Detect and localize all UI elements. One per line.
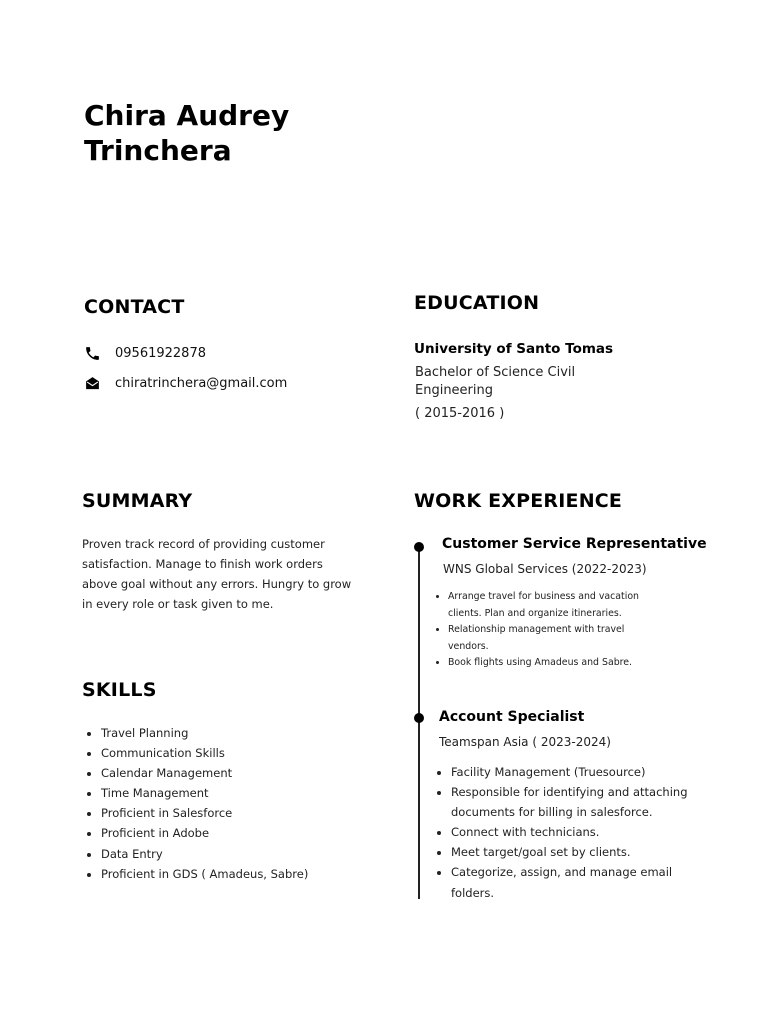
- phone-icon: [84, 345, 101, 362]
- job-bullet: • Relationship management with travel vendors.: [448, 622, 658, 655]
- summary-text: Proven track record of providing customer satisfaction. Manage to finish work orders above goal without any errors. Hungry to grow in every role or task given to me.: [82, 537, 352, 611]
- skill-item: • Proficient in Salesforce: [101, 803, 308, 823]
- contact-phone-row: [84, 345, 206, 362]
- skills-heading: SKILLS: [82, 679, 157, 701]
- education-degree: [415, 364, 575, 400]
- envelope-icon: [84, 375, 101, 392]
- job-bullet: • Responsible for identifying and attaching documents for billing in salesforce.: [451, 782, 691, 822]
- timeline-dot: [414, 542, 424, 552]
- contact-heading: CONTACT: [84, 296, 185, 318]
- education-degree-line-2: Engineering: [415, 383, 493, 398]
- job-title: Customer Service Representative: [442, 536, 707, 552]
- education-school: University of Santo Tomas: [414, 341, 614, 357]
- name-line-2: Trinchera: [84, 134, 232, 167]
- timeline-dot: [414, 713, 424, 723]
- resume-name: [84, 98, 289, 168]
- job-bullets: [434, 762, 691, 903]
- job-bullet: • Categorize, assign, and manage email folders.: [451, 862, 691, 902]
- job-company: Teamspan Asia ( 2023-2024): [439, 735, 611, 749]
- skill-item: • Proficient in GDS ( Amadeus, Sabre): [101, 864, 308, 884]
- contact-email: chiratrinchera@gmail.com: [115, 376, 288, 391]
- skill-item: • Data Entry: [101, 844, 308, 864]
- education-heading: EDUCATION: [414, 292, 540, 314]
- timeline-line: [418, 547, 420, 899]
- job-title: Account Specialist: [439, 709, 585, 725]
- skill-item: • Calendar Management: [101, 763, 308, 783]
- skill-item: • Communication Skills: [101, 743, 308, 763]
- skills-list: [82, 723, 308, 884]
- job-bullet: • Connect with technicians.: [451, 822, 691, 842]
- contact-email-row: [84, 375, 287, 392]
- contact-phone: 09561922878: [115, 346, 206, 361]
- job-bullet: • Book flights using Amadeus and Sabre.: [448, 655, 658, 672]
- skill-item: • Time Management: [101, 783, 308, 803]
- job-bullets: [430, 589, 658, 672]
- education-years: ( 2015-2016 ): [415, 406, 505, 421]
- job-bullet: • Meet target/goal set by clients.: [451, 842, 691, 862]
- job-company: WNS Global Services (2022-2023): [443, 562, 647, 576]
- work-experience-heading: WORK EXPERIENCE: [414, 490, 623, 512]
- summary-heading: SUMMARY: [82, 490, 193, 512]
- education-degree-line-1: Bachelor of Science Civil: [415, 365, 576, 380]
- skill-item: • Travel Planning: [101, 723, 308, 743]
- name-line-1: Chira Audrey: [84, 99, 290, 132]
- skill-item: • Proficient in Adobe: [101, 823, 308, 843]
- job-bullet: • Arrange travel for business and vacation clients. Plan and organize itineraries.: [448, 589, 658, 622]
- job-bullet: • Facility Management (Truesource): [451, 762, 691, 782]
